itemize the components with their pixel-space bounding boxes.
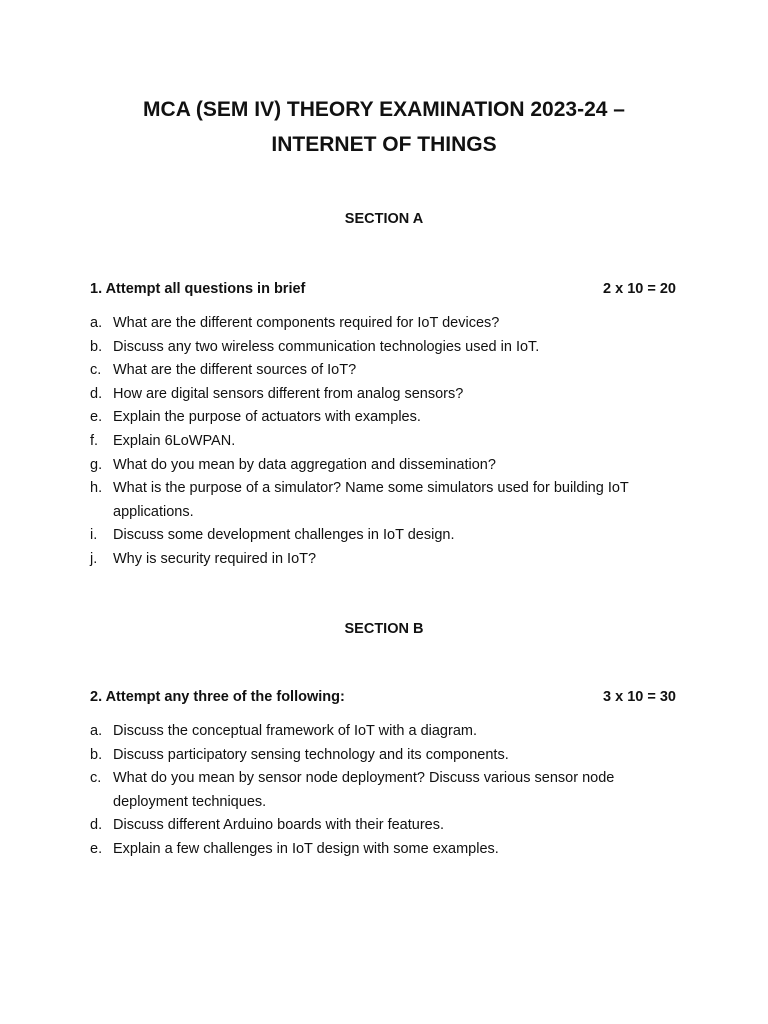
list-item bbox=[90, 838, 680, 862]
item-text: Discuss the conceptual framework of IoT with a diagram. bbox=[113, 723, 478, 739]
item-letter: f. bbox=[90, 432, 99, 449]
list-item bbox=[90, 814, 680, 838]
question-2-header bbox=[90, 689, 676, 705]
item-text: Explain a few challenges in IoT design with some examples. bbox=[113, 840, 499, 857]
section-a-question-list bbox=[90, 312, 680, 572]
section-b-question-list bbox=[90, 720, 680, 862]
exam-title-line-2: INTERNET OF THINGS bbox=[271, 133, 497, 156]
list-item bbox=[90, 430, 680, 454]
item-letter: c. bbox=[90, 362, 102, 379]
item-text: What do you mean by sensor node deployment? Discuss various sensor node deployment techniques. bbox=[113, 770, 615, 810]
list-item bbox=[90, 336, 680, 360]
section-a-heading: SECTION A bbox=[344, 211, 424, 227]
list-item bbox=[90, 383, 680, 407]
question-2-marks: 3 x 10 = 30 bbox=[603, 689, 676, 705]
item-letter: d. bbox=[90, 385, 103, 402]
list-item bbox=[90, 406, 680, 430]
item-letter: i. bbox=[90, 527, 98, 544]
item-letter: d. bbox=[90, 817, 103, 834]
list-item bbox=[90, 524, 680, 548]
list-item bbox=[90, 744, 680, 768]
list-item bbox=[90, 548, 680, 572]
item-text: Explain the purpose of actuators with examples. bbox=[113, 409, 421, 426]
item-text: What do you mean by data aggregation and dissemination? bbox=[113, 456, 496, 473]
list-item bbox=[90, 454, 680, 478]
item-letter: e. bbox=[90, 840, 103, 857]
list-item bbox=[90, 477, 680, 524]
item-text: What are the different components required for IoT devices? bbox=[113, 315, 500, 331]
exam-title-line-1: MCA (SEM IV) THEORY EXAMINATION 2023-24 – bbox=[143, 98, 625, 121]
item-text: How are digital sensors different from analog sensors? bbox=[113, 385, 464, 402]
section-b-heading: SECTION B bbox=[344, 621, 424, 637]
question-1-header bbox=[90, 281, 676, 297]
list-item bbox=[90, 312, 680, 336]
item-letter: j. bbox=[90, 550, 98, 567]
question-2-label: 2. Attempt any three of the following: bbox=[90, 689, 345, 705]
item-text: Discuss different Arduino boards with their features. bbox=[113, 817, 444, 834]
list-item bbox=[90, 359, 680, 383]
item-text: Explain 6LoWPAN. bbox=[113, 432, 236, 449]
item-text: What are the different sources of IoT? bbox=[113, 362, 357, 379]
item-text: Discuss some development challenges in IoT design. bbox=[113, 527, 455, 544]
list-item bbox=[90, 767, 680, 814]
item-letter: a. bbox=[90, 315, 103, 331]
item-text: Discuss participatory sensing technology and its components. bbox=[113, 746, 509, 763]
item-letter: c. bbox=[90, 770, 102, 787]
question-1-marks: 2 x 10 = 20 bbox=[603, 281, 676, 297]
item-text: Discuss any two wireless communication technologies used in IoT. bbox=[113, 338, 540, 355]
item-letter: e. bbox=[90, 409, 103, 426]
item-text: What is the purpose of a simulator? Name some simulators used for building IoT applications. bbox=[113, 480, 629, 520]
item-letter: b. bbox=[90, 338, 103, 355]
exam-title bbox=[0, 92, 768, 162]
item-letter: h. bbox=[90, 480, 103, 497]
item-letter: g. bbox=[90, 456, 103, 473]
item-letter: b. bbox=[90, 746, 103, 763]
item-letter: a. bbox=[90, 723, 103, 739]
list-item bbox=[90, 720, 680, 744]
question-1-label: 1. Attempt all questions in brief bbox=[90, 281, 306, 297]
item-text: Why is security required in IoT? bbox=[113, 550, 317, 567]
